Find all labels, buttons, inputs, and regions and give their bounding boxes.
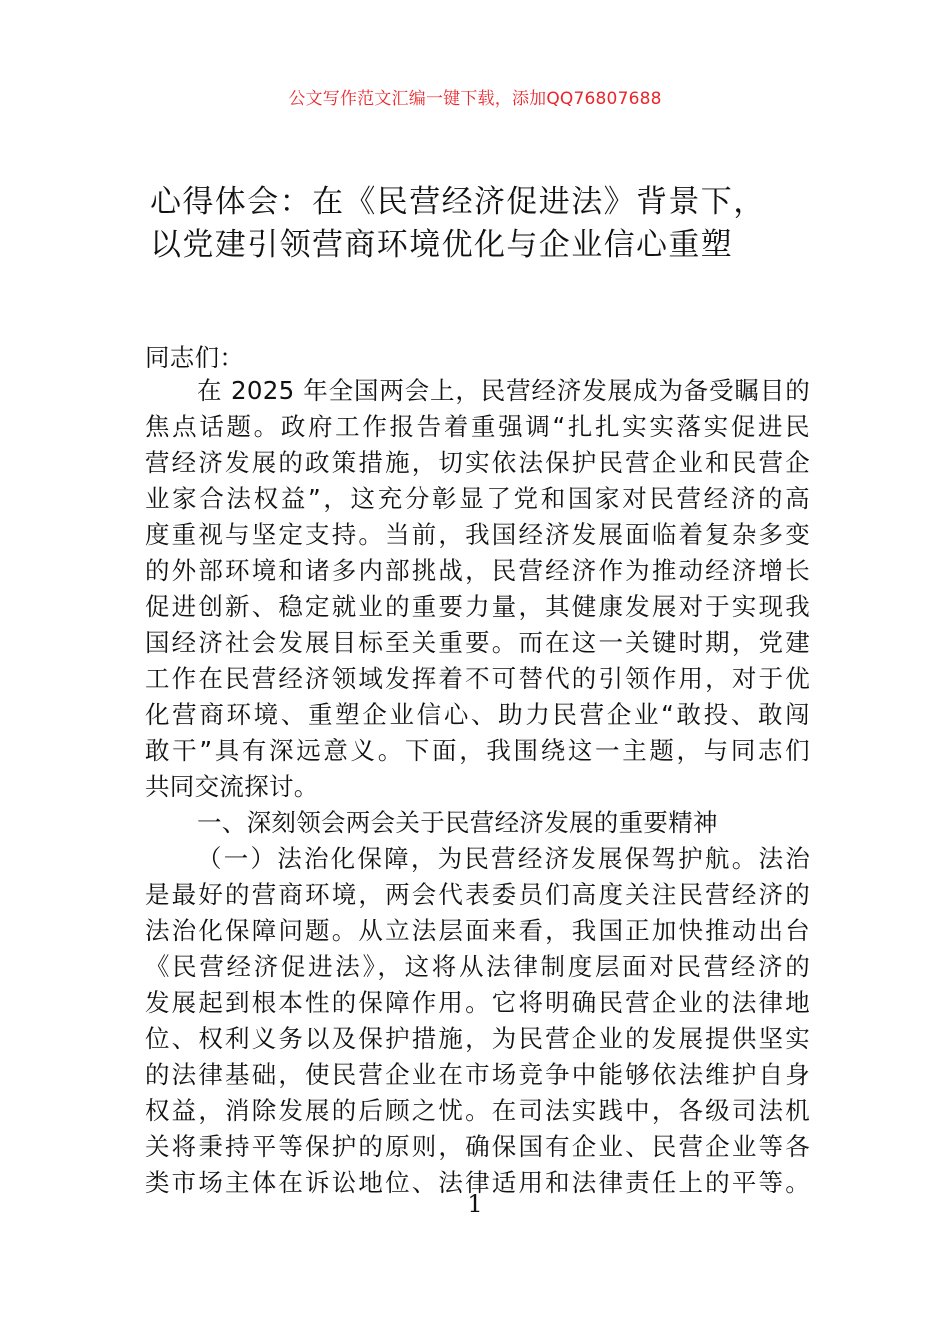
paragraph-line: 国经济社会发展目标至关重要。而在这一关键时期，党建: [145, 628, 810, 657]
page-number: 1: [467, 1190, 483, 1218]
title-line-2: 以党建引领营商环境优化与企业信心重塑: [150, 227, 734, 263]
paragraph-line: 关将秉持平等保护的原则，确保国有企业、民营企业等各: [145, 1132, 810, 1161]
paragraph-line: 法治化保障问题。从立法层面来看，我国正加快推动出台: [145, 916, 810, 945]
paragraph-line: 发展起到根本性的保障作用。它将明确民营企业的法律地: [145, 988, 810, 1017]
paragraph-line: 类市场主体在诉讼地位、法律适用和法律责任上的平等。: [145, 1168, 810, 1197]
paragraph-line: 促进创新、稳定就业的重要力量，其健康发展对于实现我: [145, 592, 810, 621]
paragraph-line: 焦点话题。政府工作报告着重强调“扎扎实实落实促进民: [145, 412, 810, 441]
header-banner: 公文写作范文汇编一键下载，添加QQ76807688: [288, 89, 662, 109]
paragraph-line: 营经济发展的政策措施，切实依法保护民营企业和民营企: [145, 448, 810, 477]
section-heading: 一、深刻领会两会关于民营经济发展的重要精神: [197, 808, 718, 837]
paragraph-line: 《民营经济促进法》，这将从法律制度层面对民营经济的: [145, 952, 810, 981]
paragraph-line: 是最好的营商环境，两会代表委员们高度关注民营经济的: [145, 880, 810, 909]
title-line-1: 心得体会：在《民营经济促进法》背景下，: [150, 184, 766, 220]
paragraph-line: 的法律基础，使民营企业在市场竞争中能够依法维护自身: [145, 1060, 810, 1089]
paragraph-line: 业家合法权益”，这充分彰显了党和国家对民营经济的高: [145, 484, 810, 513]
paragraph-line: 化营商环境、重塑企业信心、助力民营企业“敢投、敢闯: [145, 700, 810, 729]
paragraph-line: 在 2025 年全国两会上，民营经济发展成为备受瞩目的: [197, 376, 810, 405]
paragraph-line: 的外部环境和诸多内部挑战，民营经济作为推动经济增长: [145, 556, 810, 585]
paragraph-line: 度重视与坚定支持。当前，我国经济发展面临着复杂多变: [145, 520, 810, 549]
salutation: 同志们：: [145, 343, 245, 372]
paragraph-line: 位、权利义务以及保护措施，为民营企业的发展提供坚实: [145, 1024, 810, 1053]
paragraph-line: 敢干”具有深远意义。下面，我围绕这一主题，与同志们: [145, 736, 810, 765]
paragraph-line: （一）法治化保障，为民营经济发展保驾护航。法治: [197, 844, 810, 873]
paragraph-line: 共同交流探讨。: [145, 772, 319, 801]
paragraph-line: 权益，消除发展的后顾之忧。在司法实践中，各级司法机: [145, 1096, 810, 1125]
paragraph-line: 工作在民营经济领域发挥着不可替代的引领作用，对于优: [145, 664, 810, 693]
